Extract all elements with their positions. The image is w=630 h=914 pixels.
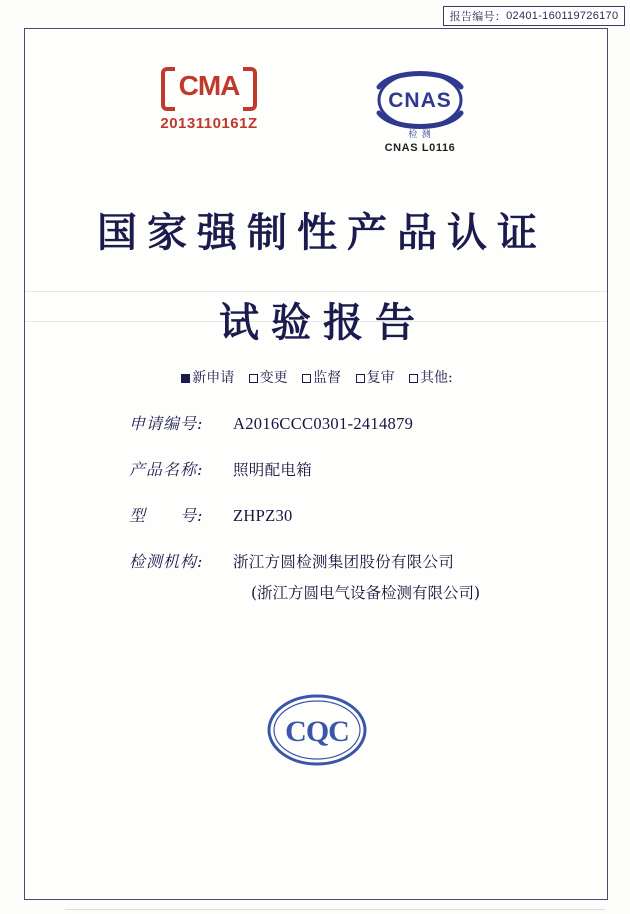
checkbox-icon[interactable] xyxy=(302,374,311,383)
document-title-line1: 国家强制性产品认证 xyxy=(97,209,547,256)
field-value-test-organization-secondary: (浙江方圆电气设备检测有限公司) xyxy=(251,584,481,602)
field-value-application-no: A2016CCC0301-2414879 xyxy=(233,414,414,433)
application-type-row xyxy=(25,367,609,387)
scan-artifact-line xyxy=(65,909,605,910)
document-title-line2: 试验报告 xyxy=(219,299,427,346)
svg-text:CNAS: CNAS xyxy=(388,89,452,112)
field-value-model: ZHPZ30 xyxy=(233,506,293,525)
field-value-product-name: 照明配电箱 xyxy=(233,461,313,479)
cqc-mark-icon xyxy=(262,689,372,771)
application-type-option-2[interactable] xyxy=(302,370,341,386)
checkbox-icon[interactable] xyxy=(409,374,418,383)
application-type-label-0: 新申请 xyxy=(192,370,235,386)
field-row-test-organization xyxy=(129,549,549,572)
cma-mark-icon xyxy=(161,67,257,111)
application-type-label-4: 其他: xyxy=(420,370,453,386)
application-type-option-1[interactable] xyxy=(249,370,288,386)
cnas-code: CNAS L0116 xyxy=(384,142,456,154)
svg-text:CQC: CQC xyxy=(285,715,349,748)
field-list xyxy=(129,411,549,623)
application-type-label-3: 复审 xyxy=(366,370,395,386)
field-label-product-name: 产品名称: xyxy=(129,460,204,479)
application-type-option-3[interactable] xyxy=(356,370,395,386)
cma-code: 2013110161Z xyxy=(160,115,258,132)
field-label-test-organization: 检测机构: xyxy=(129,552,204,571)
field-label-model: 型 号: xyxy=(129,506,204,525)
cma-logo xyxy=(134,67,284,132)
cnas-mark-icon xyxy=(365,67,475,133)
report-number-box xyxy=(443,6,625,26)
application-type-option-0[interactable] xyxy=(181,370,234,386)
cqc-logo xyxy=(25,689,609,771)
document-frame xyxy=(24,28,608,900)
certification-logos xyxy=(25,67,609,154)
field-row-application-no xyxy=(129,411,549,434)
checkbox-icon[interactable] xyxy=(356,374,365,383)
checkbox-filled-icon[interactable] xyxy=(181,374,190,383)
application-type-option-4[interactable] xyxy=(409,370,453,386)
field-row-model xyxy=(129,503,549,526)
cnas-logo xyxy=(340,67,500,154)
application-type-label-1: 变更 xyxy=(259,370,288,386)
cnas-sub-text: 检 测 xyxy=(408,129,432,139)
application-type-label-2: 监督 xyxy=(313,370,342,386)
cma-mark-text: CMA xyxy=(178,70,240,101)
report-number-value: 02401-160119726170 xyxy=(506,10,619,22)
field-label-application-no: 申请编号: xyxy=(129,414,204,433)
checkbox-icon[interactable] xyxy=(249,374,258,383)
field-value-test-organization: 浙江方圆检测集团股份有限公司 xyxy=(233,553,455,571)
report-number-label: 报告编号： xyxy=(449,11,507,23)
field-row-product-name xyxy=(129,457,549,480)
